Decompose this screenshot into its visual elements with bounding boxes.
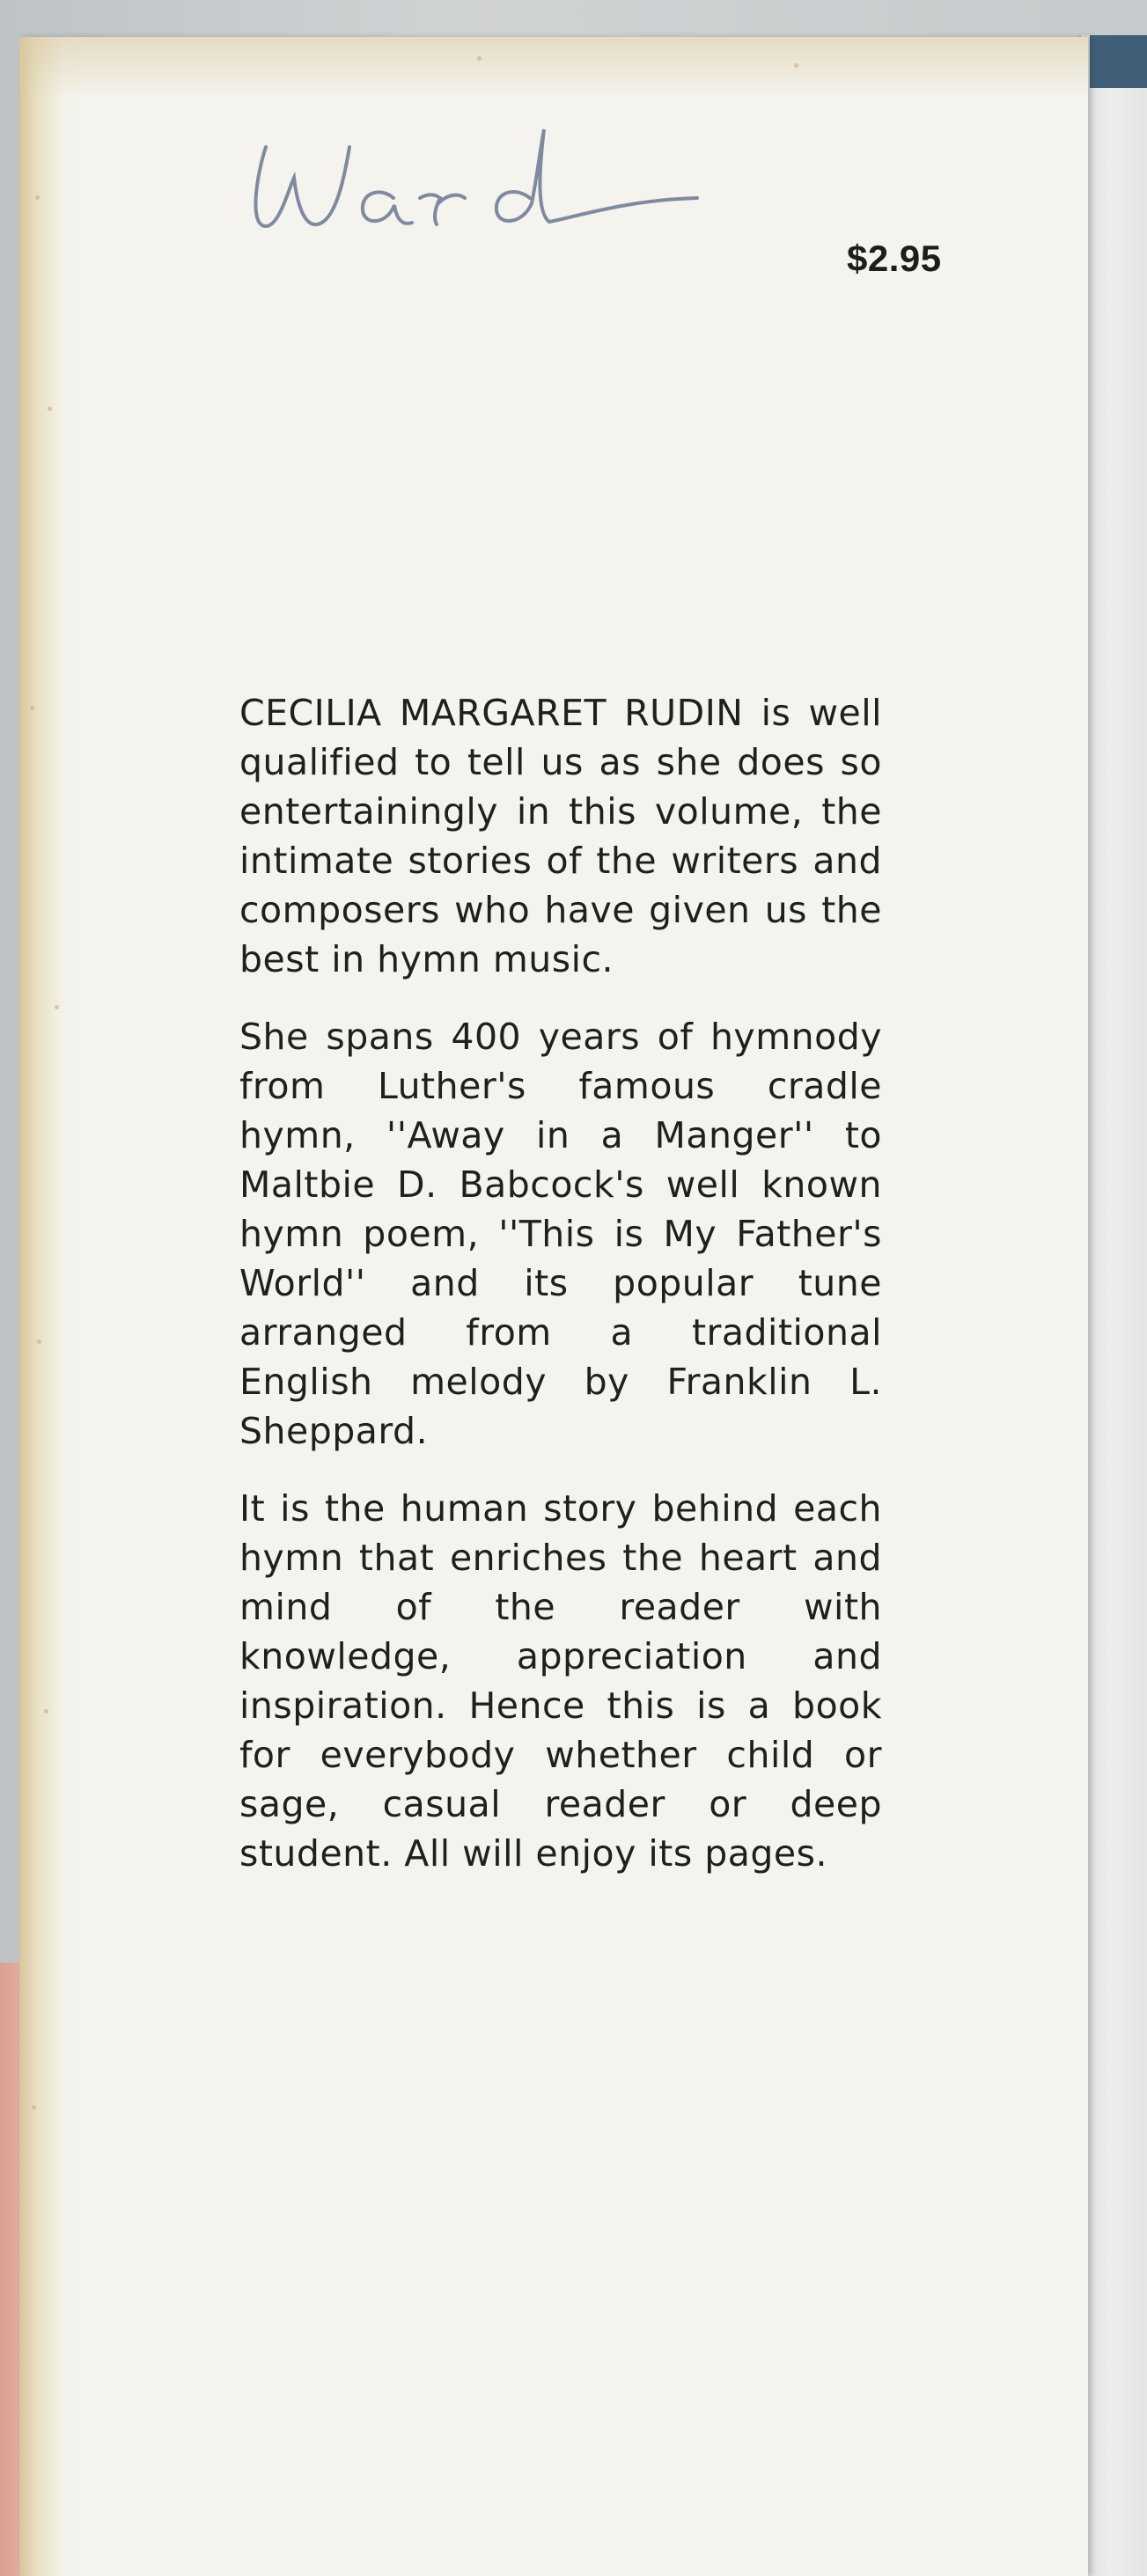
- price-label: $2.95: [847, 238, 942, 279]
- handwritten-signature: [239, 94, 732, 253]
- foxing-spot: [35, 195, 40, 200]
- aged-edge: [19, 37, 81, 2576]
- aged-top-edge: [19, 37, 1088, 99]
- foxing-spot: [44, 1709, 48, 1714]
- foxing-spot: [30, 706, 34, 710]
- paragraph-author-intro: CECILIA MARGARET RUDIN is well qualified to tell us as she does so entertainingly in this volume, the intimate stories of the writers and composers who have given us the best in hymn music.: [239, 692, 882, 980]
- foxing-spot: [48, 407, 52, 411]
- dust-jacket-flap: [19, 37, 1088, 2576]
- foxing-spot: [37, 1339, 41, 1344]
- foxing-spot: [794, 63, 798, 68]
- foxing-spot: [55, 1005, 59, 1009]
- foxing-spot: [32, 2105, 36, 2110]
- book-page-edge: [1078, 35, 1147, 2576]
- book-cover-corner: [1090, 35, 1147, 88]
- flap-copy: [239, 688, 882, 1906]
- paragraph-scope: She spans 400 years of hymnody from Luther's famous cradle hymn, ''Away in a Manger'' to Maltbie D. Babcock's well known hymn poem, ''This is My Father's World'' and its popular tune arranged from a traditional English melody by Franklin L. Sheppard.: [239, 1016, 882, 1452]
- signature-drawing: [239, 94, 732, 253]
- paragraph-human-story: It is the human story behind each hymn that enriches the heart and mind of the reader with knowledge, appreciation and inspiration. Hence this is a book for everybody whether child or sage, casual reader or deep student. All will enjoy its pages.: [239, 1487, 882, 1875]
- foxing-spot: [477, 56, 482, 61]
